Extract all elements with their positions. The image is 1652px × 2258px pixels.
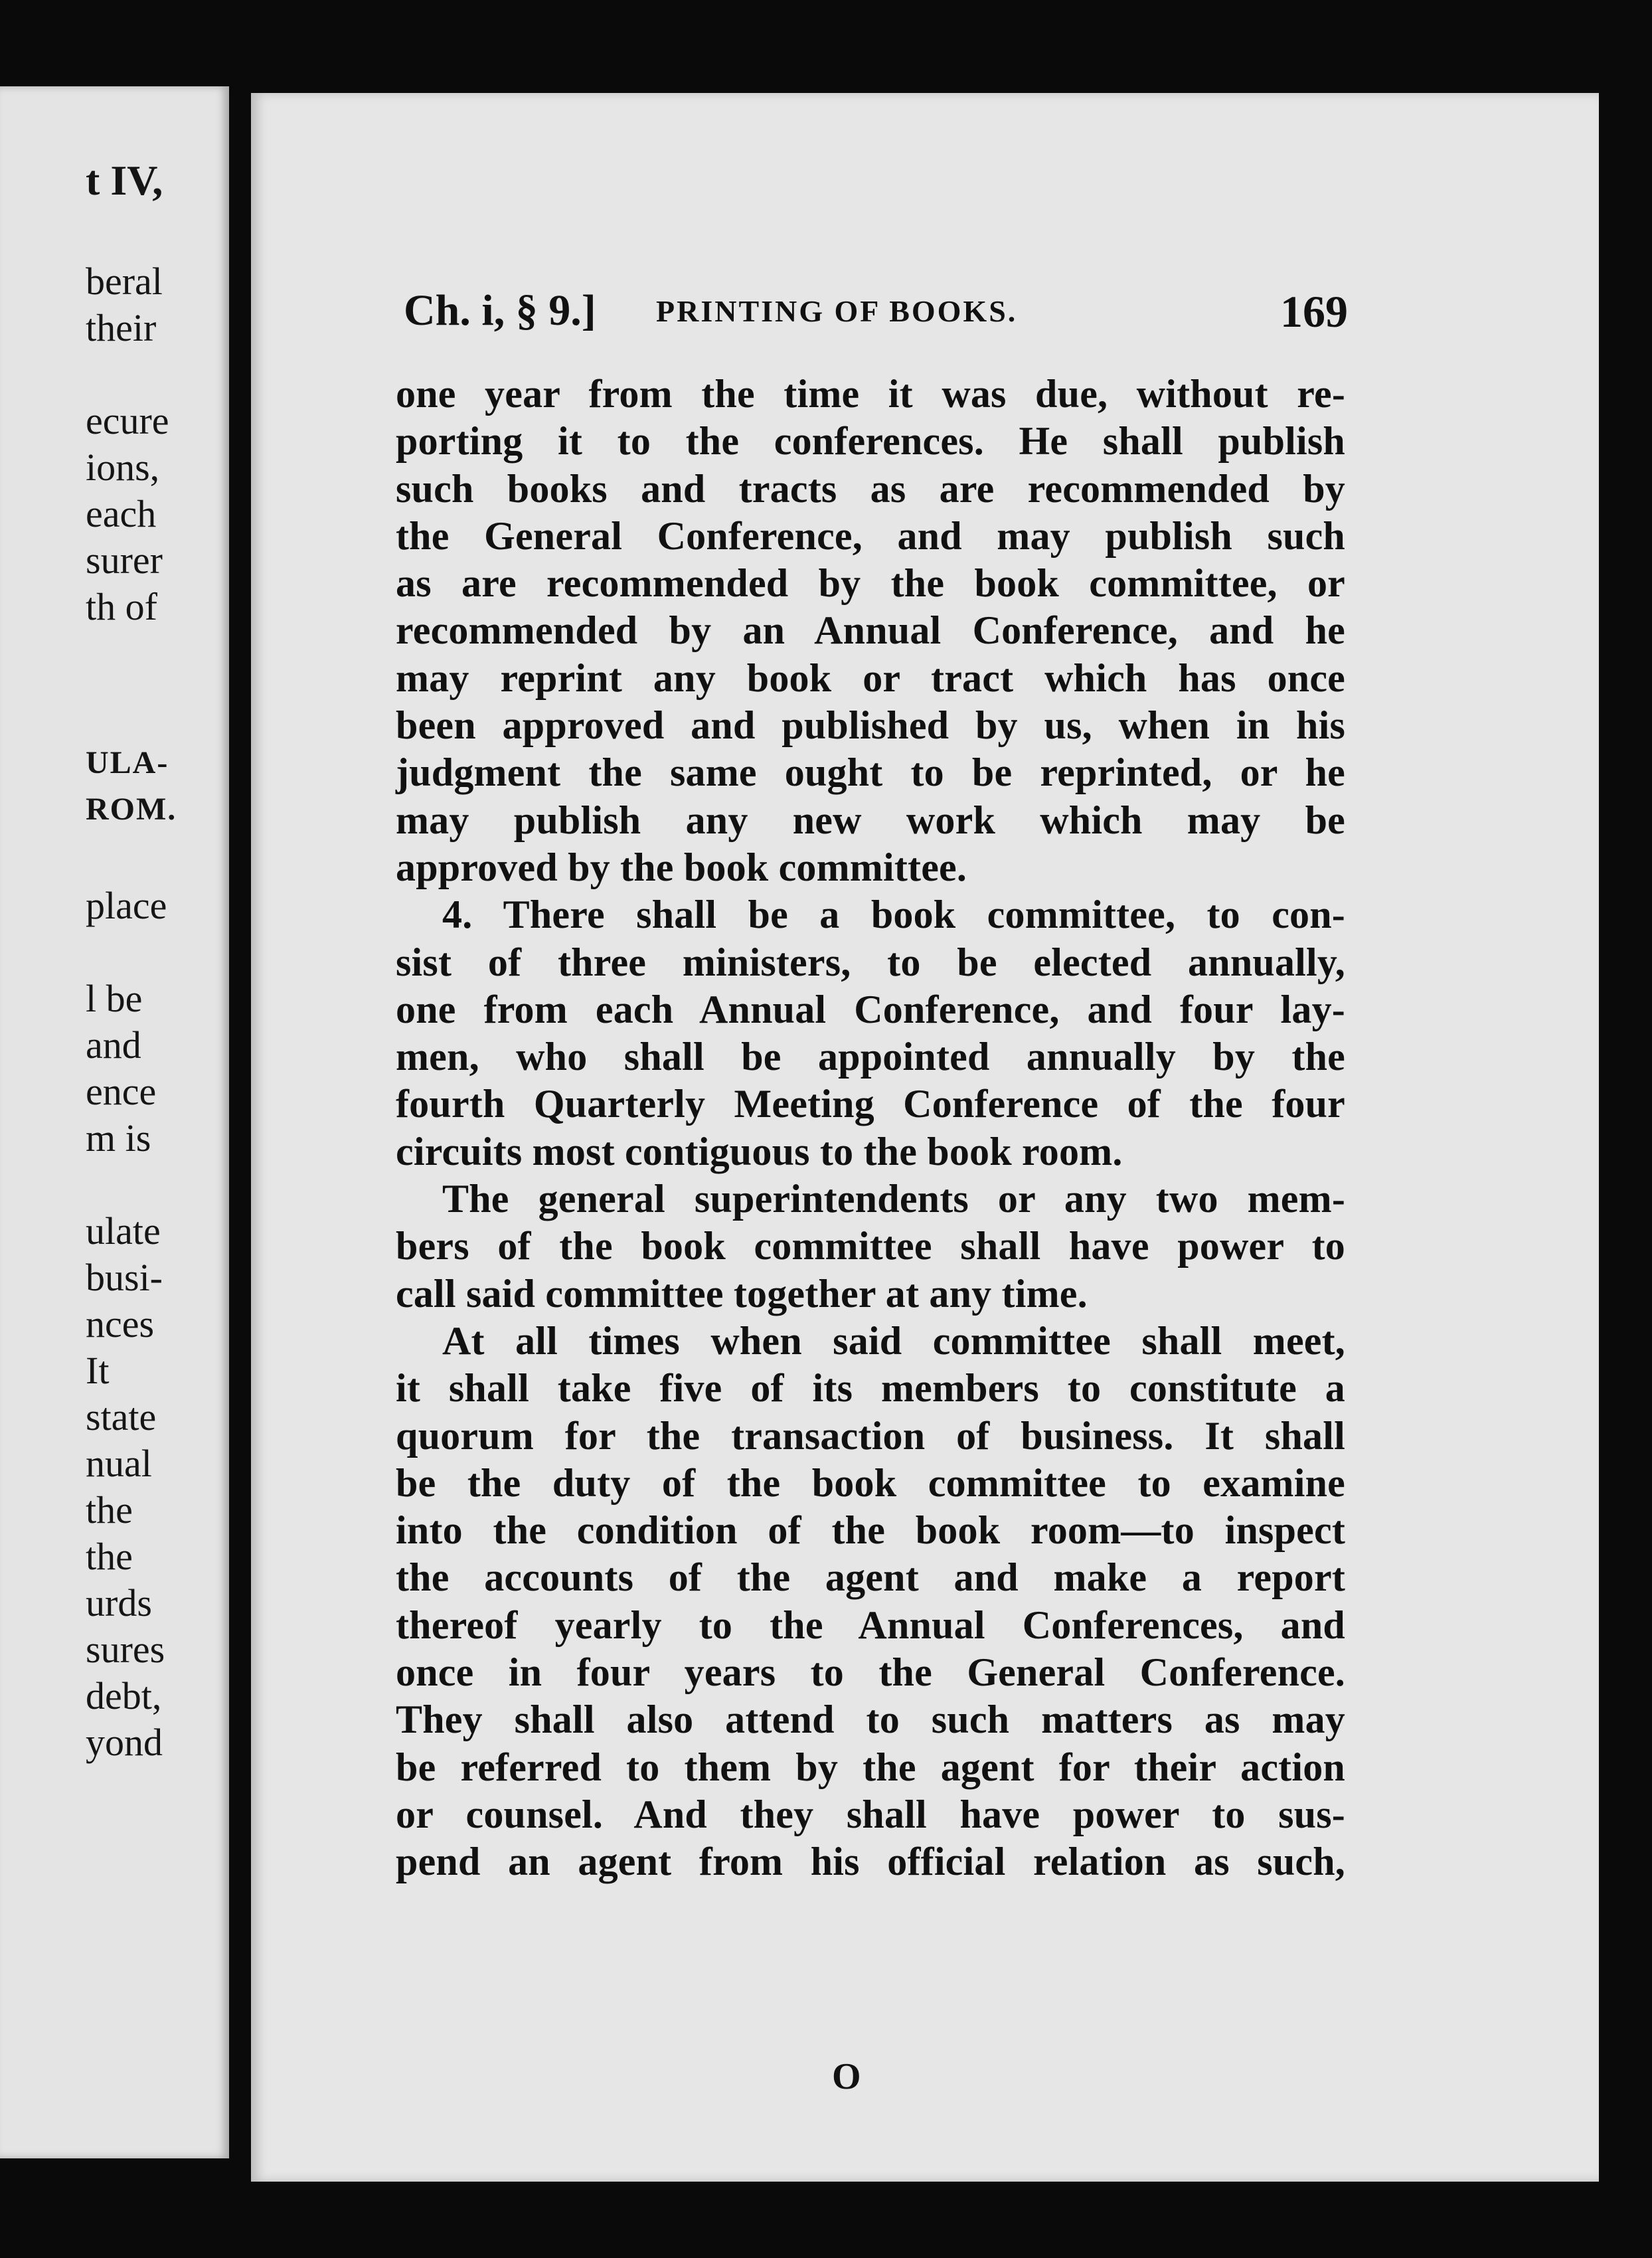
text-line: approved by the book committee. bbox=[396, 845, 967, 889]
text-line: bers of the book committee shall have power to bbox=[396, 1224, 1345, 1268]
text-line: such books and tracts as are recommended by bbox=[396, 466, 1345, 511]
page-number: 169 bbox=[1280, 286, 1348, 337]
previous-page-text-fragment: ULA- bbox=[86, 745, 169, 780]
text-line: They shall also attend to such matters as may bbox=[396, 1697, 1345, 1742]
previous-page-text-fragment: It bbox=[86, 1349, 110, 1392]
text-line: The general superintendents or any two mem- bbox=[442, 1177, 1345, 1221]
previous-page-edge bbox=[0, 86, 229, 2158]
previous-page-text-fragment: ROM. bbox=[86, 792, 177, 827]
text-line: the accounts of the agent and make a report bbox=[396, 1555, 1345, 1600]
previous-page-text-fragment: ions, bbox=[86, 446, 160, 489]
previous-page-text-fragment: nces bbox=[86, 1302, 155, 1346]
text-line: thereof yearly to the Annual Conferences, and bbox=[396, 1603, 1345, 1647]
text-line: recommended by an Annual Conference, and he bbox=[396, 608, 1345, 653]
previous-page-text-fragment: nual bbox=[86, 1442, 152, 1485]
chapter-reference: Ch. i, § 9.] bbox=[404, 286, 596, 335]
text-line: may publish any new work which may be bbox=[396, 798, 1345, 842]
text-line: been approved and published by us, when in his bbox=[396, 703, 1345, 748]
text-line: one from each Annual Conference, and four lay- bbox=[396, 987, 1345, 1031]
text-line: circuits most contiguous to the book room. bbox=[396, 1129, 1123, 1173]
text-line: pend an agent from his official relation as such, bbox=[396, 1840, 1345, 1884]
running-head bbox=[404, 286, 1348, 345]
signature-mark: O bbox=[832, 2056, 861, 2097]
previous-page-text-fragment: ulate bbox=[86, 1209, 161, 1253]
text-line: men, who shall be appointed annually by the bbox=[396, 1035, 1345, 1079]
text-line: once in four years to the General Conference. bbox=[396, 1650, 1345, 1695]
previous-page-text-fragment: surer bbox=[86, 539, 163, 582]
text-line: call said committee together at any time. bbox=[396, 1271, 1088, 1316]
previous-page-text-fragment: m is bbox=[86, 1116, 151, 1160]
text-line: be the duty of the book committee to examine bbox=[396, 1460, 1345, 1505]
text-line: as are recommended by the book committee, or bbox=[396, 561, 1345, 606]
text-line: may reprint any book or tract which has once bbox=[396, 655, 1345, 700]
text-line: into the condition of the book room—to inspect bbox=[396, 1508, 1345, 1553]
previous-page-text-fragment: urds bbox=[86, 1581, 152, 1624]
previous-page-text-fragment: their bbox=[86, 306, 157, 349]
previous-page-text-fragment: and bbox=[86, 1023, 141, 1067]
previous-page-text-fragment: debt, bbox=[86, 1674, 162, 1717]
previous-page-text-fragment: busi- bbox=[86, 1256, 163, 1299]
text-line: porting it to the conferences. He shall publish bbox=[396, 419, 1345, 464]
book-page bbox=[251, 93, 1599, 2182]
text-line: one year from the time it was due, without re- bbox=[396, 372, 1345, 416]
text-line: quorum for the transaction of business. It shall bbox=[396, 1413, 1345, 1458]
previous-page-text-fragment: l be bbox=[86, 977, 143, 1020]
previous-page-text-fragment: beral bbox=[86, 260, 163, 303]
text-line: or counsel. And they shall have power to sus- bbox=[396, 1792, 1345, 1836]
text-line: the General Conference, and may publish such bbox=[396, 513, 1345, 558]
text-line: sist of three ministers, to be elected annually, bbox=[396, 940, 1345, 984]
text-line: it shall take five of its members to constitute a bbox=[396, 1366, 1345, 1411]
text-line: At all times when said committee shall meet, bbox=[442, 1318, 1345, 1363]
running-title: PRINTING OF BOOKS. bbox=[656, 294, 1018, 328]
previous-page-text-fragment: t IV, bbox=[86, 157, 163, 204]
text-line: fourth Quarterly Meeting Conference of the four bbox=[396, 1082, 1345, 1126]
previous-page-text-fragment: th of bbox=[86, 585, 157, 628]
previous-page-text-fragment: sures bbox=[86, 1628, 165, 1671]
previous-page-text-fragment: state bbox=[86, 1395, 157, 1438]
text-line: judgment the same ought to be reprinted, or he bbox=[396, 750, 1345, 795]
previous-page-text-fragment: each bbox=[86, 492, 157, 535]
previous-page-text-fragment: ence bbox=[86, 1070, 157, 1113]
text-line: 4. There shall be a book committee, to con- bbox=[442, 893, 1345, 937]
previous-page-text-fragment: the bbox=[86, 1535, 133, 1578]
previous-page-text-fragment: yond bbox=[86, 1721, 163, 1764]
previous-page-text-fragment: ecure bbox=[86, 399, 169, 442]
text-line: be referred to them by the agent for their action bbox=[396, 1745, 1345, 1789]
body-text bbox=[396, 371, 1345, 1886]
previous-page-text-fragment: the bbox=[86, 1488, 133, 1531]
previous-page-text-fragment: place bbox=[86, 884, 167, 927]
